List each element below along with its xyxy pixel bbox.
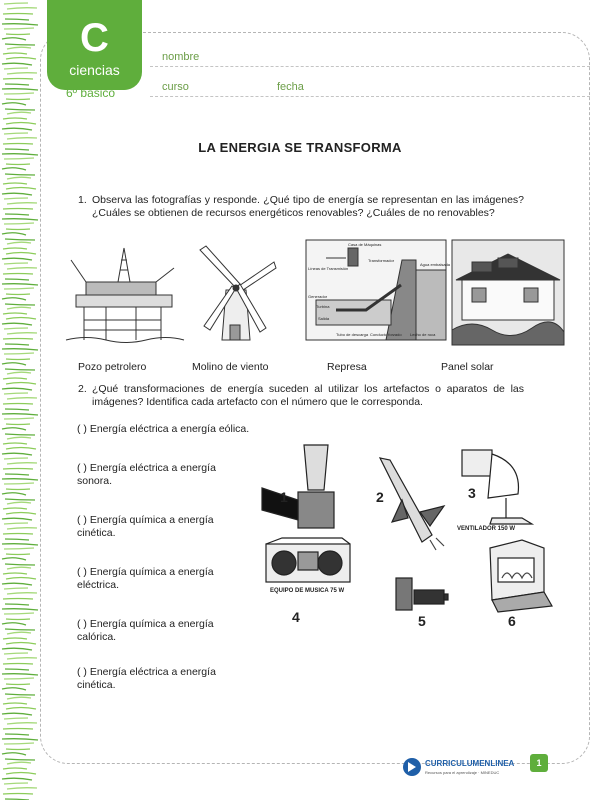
subject-label: ciencias: [69, 62, 120, 78]
caption-solar-panel: Panel solar: [441, 361, 494, 373]
question-2-text: ¿Qué transformaciones de energía suceden al utilizar los artefactos o aparatos de las imágenes? Identifica cada artefacto con el número que le corresponda.: [92, 383, 524, 408]
dam-label-generator: Generador: [308, 294, 328, 299]
subject-letter: C: [80, 16, 109, 60]
device-number-4: 4: [292, 609, 300, 625]
dam-label-left: Líneas de Transmisión: [308, 266, 349, 271]
answer-item-5[interactable]: ( ) Energía química a energía calórica.: [77, 618, 214, 643]
question-1: [78, 194, 524, 220]
dam-label-transformer: Transformador: [368, 258, 395, 263]
grass-border-decoration: [0, 0, 46, 800]
caption-windmill: Molino de viento: [192, 361, 269, 373]
subject-badge: [47, 0, 142, 90]
fan-label: VENTILADOR 150 W: [457, 526, 516, 532]
curriculum-logo: [402, 756, 515, 778]
blender-icon: [262, 445, 334, 528]
oven-icon: [490, 540, 552, 612]
dam-label-outlet: Salida: [318, 316, 330, 321]
device-number-1: 1: [280, 489, 288, 505]
logo-text: CURRICULUMENLINEA: [425, 759, 515, 768]
device-number-3: 3: [468, 485, 476, 501]
date-label: fecha: [277, 81, 304, 93]
answer-item-4[interactable]: ( ) Energía química a energía eléctrica.: [77, 566, 214, 591]
device-number-5: 5: [418, 613, 426, 629]
dam-label-conduit: Conducto forzado: [370, 332, 402, 337]
caption-oil-well: Pozo petrolero: [78, 361, 147, 373]
course-label: curso: [162, 81, 189, 93]
dam-label-river: Lecho de roca: [410, 332, 436, 337]
course-date-line[interactable]: [150, 96, 590, 97]
grade-label: 6º básico: [66, 86, 116, 100]
device-number-6: 6: [508, 613, 516, 629]
worksheet-title: LA ENERGIA SE TRANSFORMA: [198, 140, 402, 155]
oil-platform-icon: [66, 240, 184, 350]
caption-dam: Represa: [327, 361, 367, 373]
page-number: 1: [530, 754, 548, 772]
battery-icon: [396, 578, 448, 610]
name-line[interactable]: [150, 66, 590, 67]
radio-icon: [266, 538, 350, 582]
dam-label-top: Casa de Máquinas: [348, 242, 382, 247]
solar-house-icon: [452, 240, 564, 350]
dam-label-turbine: Turbina: [316, 304, 330, 309]
radio-label: EQUIPO DE MUSICA 75 W: [270, 588, 345, 594]
dam-icon: [306, 240, 451, 350]
question-1-number: 1.: [78, 194, 87, 206]
question-2-number: 2.: [78, 383, 87, 395]
dam-label-tube: Tubo de descarga: [336, 332, 369, 337]
question-1-text: Observa las fotografías y responde. ¿Qué tipo de energía se representan en las imágenes? ¿Cuáles se obtienen de recursos energéticos renovables? ¿Cuáles de no renovables?: [92, 194, 524, 219]
device-number-2: 2: [376, 489, 384, 505]
answer-item-6[interactable]: ( ) Energía eléctrica a energía cinética.: [77, 666, 216, 691]
rocket-icon: [380, 458, 444, 550]
name-label: nombre: [162, 51, 200, 63]
answer-item-1[interactable]: ( ) Energía eléctrica a energía eólica.: [77, 423, 250, 435]
logo-subtext: Recursos para el aprendizaje · MINEDUC: [425, 770, 500, 775]
dam-label-water: Agua embalsada: [420, 262, 451, 267]
answer-item-2[interactable]: ( ) Energía eléctrica a energía sonora.: [77, 462, 216, 487]
answer-item-3[interactable]: ( ) Energía química a energía cinética.: [77, 514, 214, 539]
devices-illustration: [262, 440, 552, 630]
windmill-icon: [190, 240, 280, 350]
question-2: [78, 383, 524, 409]
